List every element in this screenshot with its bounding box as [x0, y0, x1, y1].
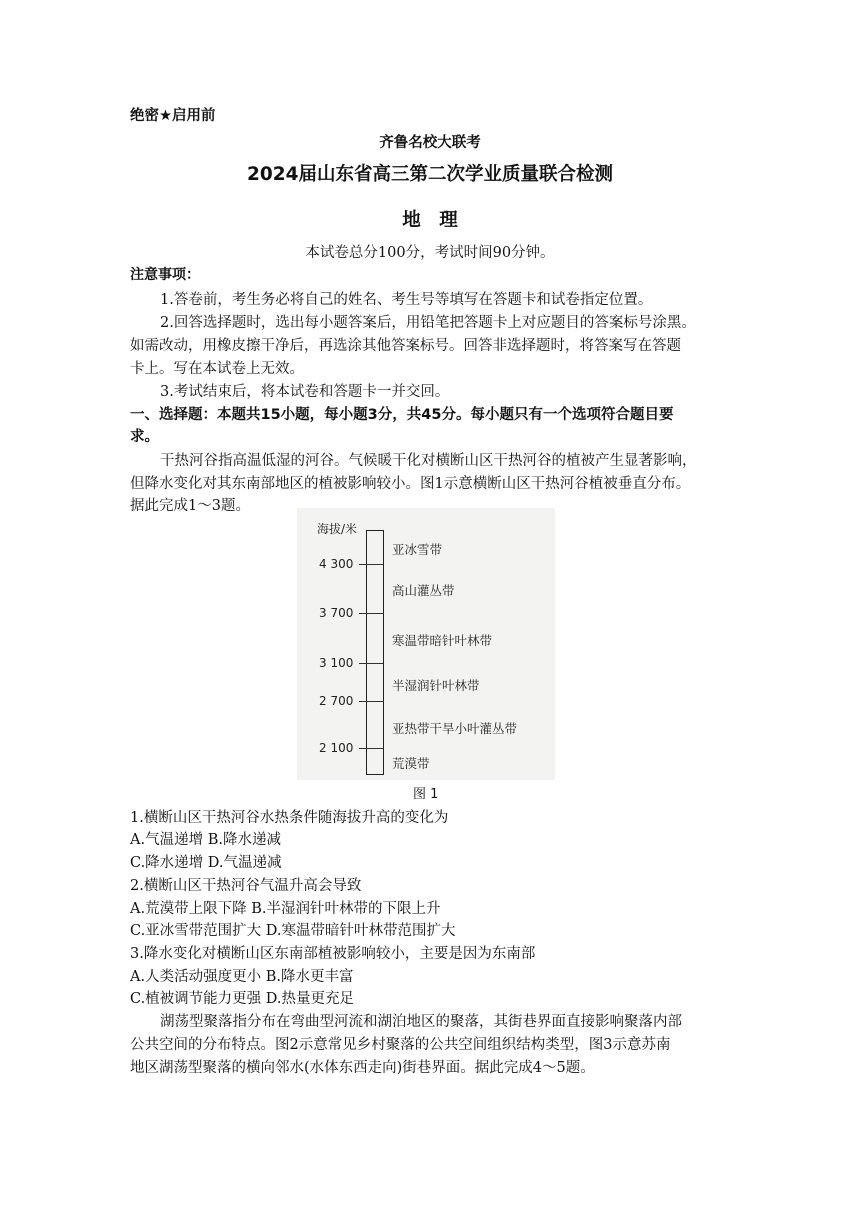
section-heading-line2: 求。	[130, 429, 159, 445]
note-1: 1.答卷前，考生务必将自己的姓名、考生号等填写在答题卡和试卷指定位置。	[160, 292, 653, 308]
exam-info: 本试卷总分100分，考试时间90分钟。	[305, 245, 555, 261]
question-1: 1.横断山区干热河谷水热条件随海拔升高的变化为	[130, 810, 449, 826]
tick-label-2100: 2 100	[319, 741, 354, 755]
question-2-options-cd: C.亚冰雪带范围扩大 D.寒温带暗针叶林带范围扩大	[130, 923, 456, 939]
question-3: 3.降水变化对横断山区东南部植被影响较小，主要是因为东南部	[130, 946, 536, 962]
passage2-line2: 公共空间的分布特点。图2示意常见乡村聚落的公共空间组织结构类型，图3示意苏南	[130, 1037, 671, 1053]
note-2-line1: 2.回答选择题时，选出每小题答案后，用铅笔把答题卡上对应题目的答案标号涂黑。	[160, 315, 696, 331]
question-3-options-ab: A.人类活动强度更小 B.降水更丰富	[130, 969, 354, 985]
question-2: 2.横断山区干热河谷气温升高会导致	[130, 878, 362, 894]
zone-label: 高山灌丛带	[392, 583, 455, 598]
figure-ylabel: 海拔/米	[317, 522, 358, 536]
passage2-line3: 地区湖荡型聚落的横向邻水(水体东西走向)街巷界面。据此完成4～5题。	[130, 1060, 595, 1076]
zone-label: 亚冰雪带	[392, 542, 443, 557]
tick-mark	[359, 564, 383, 565]
tick-label-4300: 4 300	[319, 557, 354, 571]
zone-label: 亚热带干旱小叶灌丛带	[392, 721, 518, 736]
note-2-line2: 如需改动，用橡皮擦干净后，再选涂其他答案标号。回答非选择题时，将答案写在答题	[130, 338, 681, 354]
passage2-line1: 湖荡型聚落指分布在弯曲型河流和湖泊地区的聚落，其街巷界面直接影响聚落内部	[160, 1014, 682, 1030]
tick-mark	[359, 663, 383, 664]
question-1-options-cd: C.降水递增 D.气温递减	[130, 855, 282, 871]
zone-label: 荒漠带	[392, 756, 430, 771]
notes-heading: 注意事项：	[130, 267, 200, 283]
zone-label: 半湿润针叶林带	[392, 678, 480, 693]
note-2-line3: 卡上。写在本试卷上无效。	[130, 361, 304, 377]
tick-mark	[359, 613, 383, 614]
figure-1-caption: 图 1	[413, 787, 439, 802]
tick-label-3100: 3 100	[319, 656, 354, 670]
note-3: 3.考试结束后，将本试卷和答题卡一并交回。	[160, 384, 450, 400]
question-1-options-ab: A.气温递增 B.降水递减	[130, 832, 281, 848]
altitude-column	[366, 530, 384, 775]
question-3-options-cd: C.植被调节能力更强 D.热量更充足	[130, 991, 355, 1007]
tick-label-2700: 2 700	[319, 694, 354, 708]
tick-mark	[359, 748, 383, 749]
passage1-line3: 据此完成1～3题。	[130, 498, 250, 514]
secret-label: 绝密★启用前	[130, 108, 216, 124]
exam-title: 2024届山东省高三第二次学业质量联合检测	[247, 164, 613, 185]
question-2-options-ab: A.荒漠带上限下降 B.半湿润针叶林带的下限上升	[130, 901, 441, 917]
passage1-line1: 干热河谷指高温低湿的河谷。气候暖干化对横断山区干热河谷的植被产生显著影响，	[160, 453, 697, 469]
tick-label-3700: 3 700	[319, 606, 354, 620]
passage1-line2: 但降水变化对其东南部地区的植被影响较小。图1示意横断山区干热河谷植被垂直分布。	[130, 476, 691, 492]
exam-organizer: 齐鲁名校大联考	[379, 135, 481, 151]
zone-label: 寒温带暗针叶林带	[392, 633, 493, 648]
section-heading-line1: 一、选择题：本题共15小题，每小题3分，共45分。每小题只有一个选项符合题目要	[130, 407, 674, 423]
tick-mark	[359, 701, 383, 702]
subject-title: 地 理	[402, 210, 458, 231]
figure-1-vegetation-zones	[297, 508, 555, 780]
